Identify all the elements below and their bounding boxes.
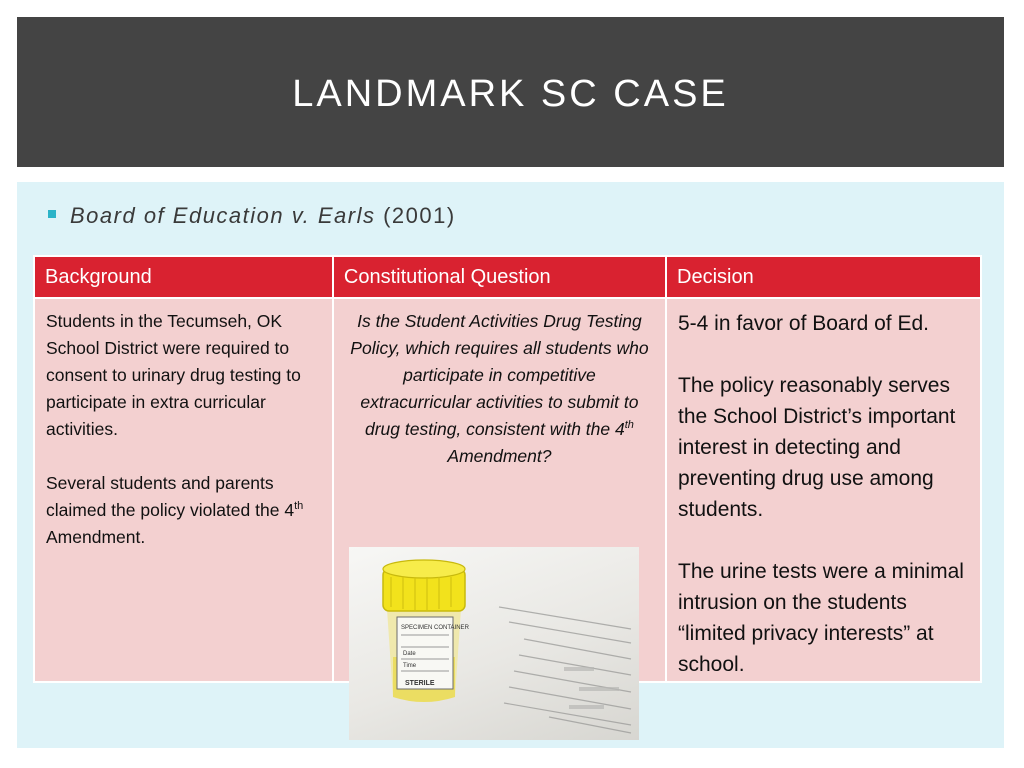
date-label-text: Date [403, 651, 416, 657]
header-constitutional-question: Constitutional Question [333, 256, 666, 298]
table-header-row [34, 256, 981, 298]
header-decision: Decision [666, 256, 981, 298]
decision-paragraph-2: The policy reasonably serves the School District’s important interest in detecting and preventing drug use among students. [678, 374, 956, 521]
slide-title: LANDMARK SC CASE [292, 72, 729, 115]
container-label-text: SPECIMEN CONTAINER [401, 625, 469, 631]
title-bar [17, 17, 1004, 167]
specimen-cup-photo [349, 547, 639, 740]
decision-cell [666, 298, 981, 682]
sterile-label-text: STERILE [405, 680, 435, 687]
case-bullet [48, 203, 456, 229]
decision-paragraph-3: The urine tests were a minimal intrusion on the students “limited privacy interests” at school. [678, 560, 964, 676]
specimen-cup-image [349, 547, 639, 740]
time-label-text: Time [403, 663, 417, 669]
case-year: (2001) [383, 203, 456, 228]
background-cell [34, 298, 333, 682]
background-paragraph-2: Several students and parents claimed the policy violated the 4th Amendment. [46, 473, 304, 547]
bullet-square-icon [48, 210, 56, 218]
header-background: Background [34, 256, 333, 298]
case-name: Board of Education v. Earls [70, 203, 376, 228]
question-text: Is the Student Activities Drug Testing Policy, which requires all students who participate in competitive extracurricular activities to submit to drug testing, consistent with the 4th Amendment? [350, 311, 649, 466]
background-paragraph-1: Students in the Tecumseh, OK School District were required to consent to urinary drug testing to participate in extra curricular activities. [46, 311, 301, 439]
decision-paragraph-1: 5-4 in favor of Board of Ed. [678, 312, 929, 335]
